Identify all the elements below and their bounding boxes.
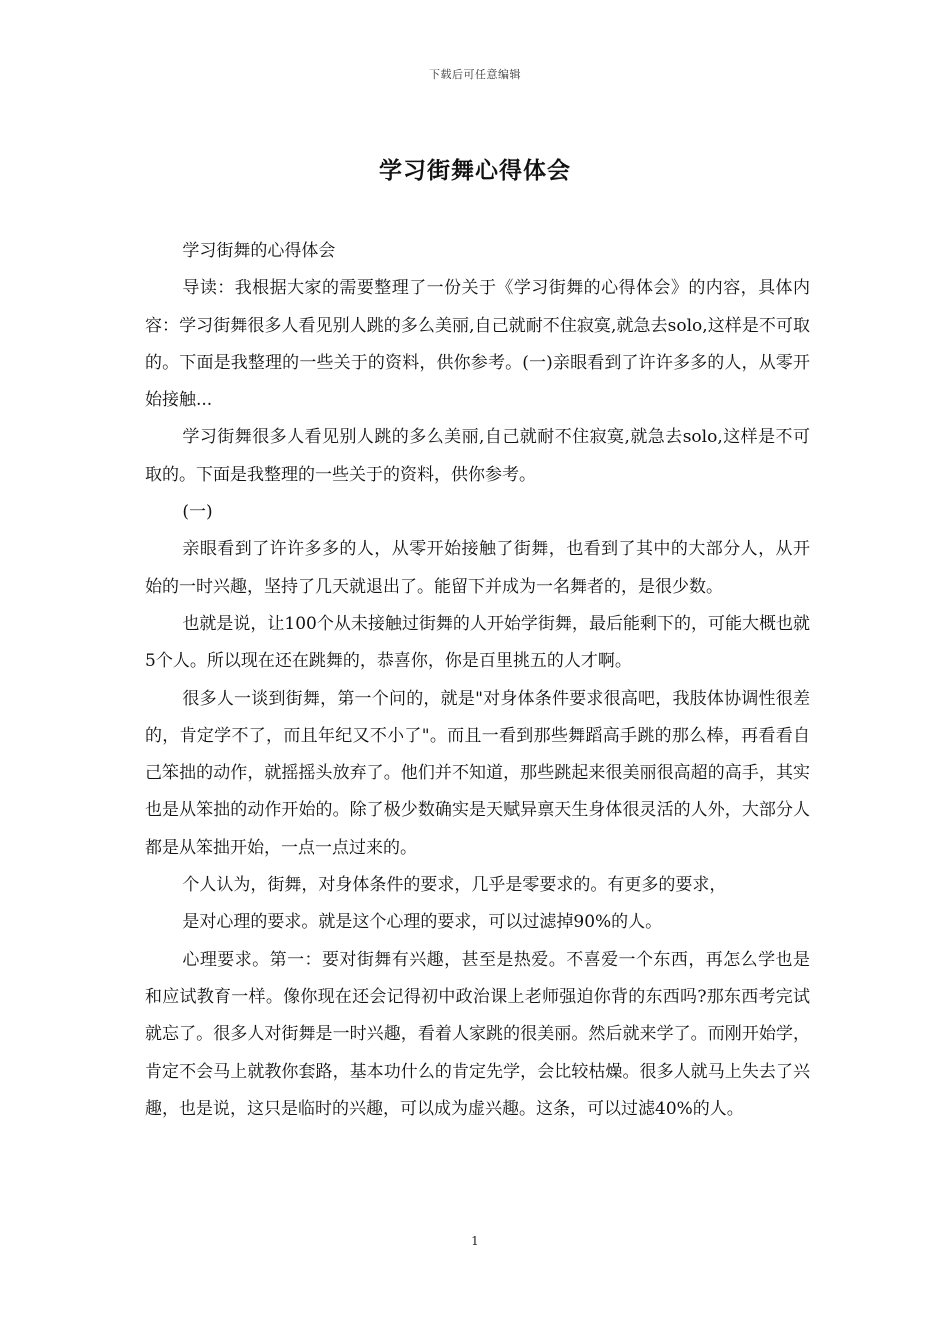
body-paragraph: 学习街舞很多人看见别人跳的多么美丽,自己就耐不住寂寞,就急去solo,这样是不可取的。下面是我整理的一些关于的资料，供你参考。 <box>145 427 810 485</box>
intro-paragraph: 导读：我根据大家的需要整理了一份关于《学习街舞的心得体会》的内容，具体内容：学习街舞很多人看见别人跳的多么美丽,自己就耐不住寂寞,就急去solo,这样是不可取的。下面是我整理的一些关于的资料，供你参考。(一)亲眼看到了许许多多的人，从零开始接触... <box>145 278 810 411</box>
body-paragraph: 心理要求。第一：要对街舞有兴趣，甚至是热爱。不喜爱一个东西，再怎么学也是和应试教育一样。像你现在还会记得初中政治课上老师强迫你背的东西吗?那东西考完试就忘了。很多人对街舞是一时兴趣，看着人家跳的很美丽。然后就来学了。而刚开始学，肯定不会马上就教你套路，基本功什么的肯定先学，会比较枯燥。很多人就马上失去了兴趣，也是说，这只是临时的兴趣，可以成为虚兴趣。这条，可以过滤40%的人。 <box>145 949 810 1119</box>
body-paragraph: 很多人一谈到街舞，第一个问的，就是"对身体条件要求很高吧，我肢体协调性很差的，肯定学不了，而且年纪又不小了"。而且一看到那些舞蹈高手跳的那么棒，再看看自己笨拙的动作，就摇摇头放弃了。他们并不知道，那些跳起来很美丽很高超的高手，其实也是从笨拙的动作开始的。除了极少数确实是天赋异禀天生身体很灵活的人外，大部分人都是从笨拙开始，一点一点过来的。 <box>145 688 810 858</box>
section-marker: (一) <box>182 502 213 523</box>
body-paragraph: 是对心理的要求。就是这个心理的要求，可以过滤掉90%的人。 <box>182 912 663 933</box>
page-header: 下载后可任意编辑 <box>429 68 521 81</box>
document-title: 学习街舞心得体会 <box>379 158 571 184</box>
subtitle-paragraph: 学习街舞的心得体会 <box>182 241 336 261</box>
document-body <box>145 233 810 1128</box>
body-paragraph: 个人认为，街舞，对身体条件的要求，几乎是零要求的。有更多的要求， <box>182 875 727 896</box>
body-paragraph: 也就是说，让100个从未接触过街舞的人开始学街舞，最后能剩下的，可能大概也就5个人。所以现在还在跳舞的，恭喜你，你是百里挑五的人才啊。 <box>145 613 810 672</box>
page-number: 1 <box>471 1234 479 1248</box>
body-paragraph: 亲眼看到了许许多多的人，从零开始接触了街舞，也看到了其中的大部分人，从开始的一时兴趣，坚持了几天就退出了。能留下并成为一名舞者的，是很少数。 <box>145 539 810 597</box>
